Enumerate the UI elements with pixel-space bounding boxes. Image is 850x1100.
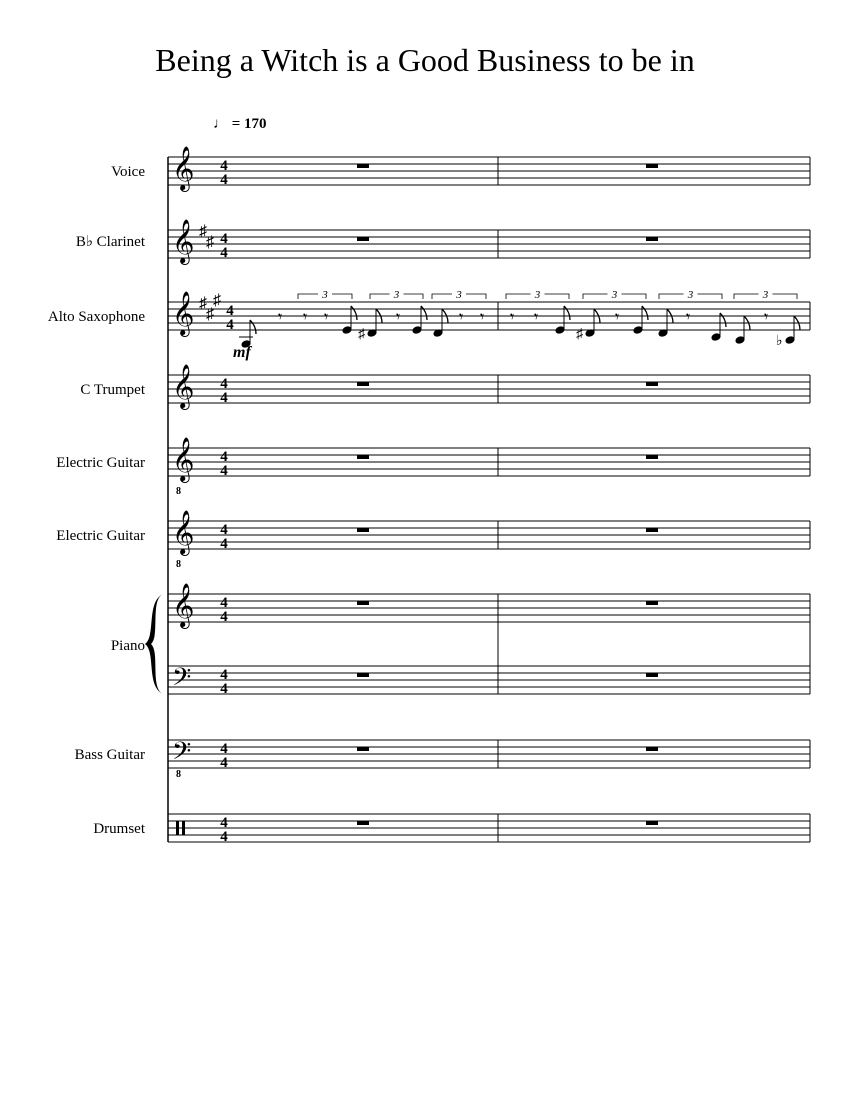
whole-rest — [357, 382, 369, 386]
svg-text:4: 4 — [220, 829, 228, 845]
eighth-rest-icon: 𝄾 — [480, 309, 485, 326]
tuplet-number: 3 — [534, 289, 541, 301]
tuplet-number: 3 — [322, 289, 328, 301]
whole-rest — [646, 528, 658, 532]
svg-text:4: 4 — [220, 449, 228, 465]
bass-clef-icon: 𝄢 — [172, 738, 192, 771]
instrument-label-clarinet: B♭ Clarinet — [75, 234, 145, 250]
instrument-label-bass: Bass Guitar — [74, 747, 145, 763]
note-head — [412, 326, 422, 335]
svg-text:4: 4 — [220, 390, 228, 406]
octave-mark: 8 — [176, 486, 181, 497]
tempo-value: = 170 — [231, 116, 267, 132]
whole-rests — [357, 164, 658, 825]
whole-rest — [646, 164, 658, 168]
whole-rest — [357, 455, 369, 459]
whole-rest — [357, 747, 369, 751]
svg-text:4: 4 — [220, 231, 228, 247]
whole-rest — [357, 673, 369, 677]
staff-piano-treble — [168, 594, 810, 622]
measure-barlines — [498, 157, 810, 842]
treble-clef-icon: 𝄞 — [172, 512, 195, 554]
note-flag — [421, 306, 427, 320]
sharp-icon: ♯ — [358, 327, 365, 342]
flat-icon: ♭ — [776, 334, 783, 349]
eighth-rest-icon: 𝄾 — [324, 309, 329, 326]
treble-clef-icon: 𝄞 — [172, 585, 195, 627]
instrument-label-drums: Drumset — [93, 821, 145, 837]
eighth-rest-icon: 𝄾 — [534, 309, 539, 326]
svg-text:4: 4 — [220, 522, 228, 538]
instrument-label-guitar-1: Electric Guitar — [56, 455, 145, 471]
sharp-icon: ♯ — [213, 292, 221, 309]
whole-rest — [357, 528, 369, 532]
svg-text:4: 4 — [226, 303, 234, 319]
svg-text:4: 4 — [220, 595, 228, 611]
whole-rest — [646, 821, 658, 825]
score-title: Being a Witch is a Good Business to be in — [155, 42, 695, 78]
octave-mark: 8 — [176, 769, 181, 780]
instrument-label-piano: Piano — [110, 638, 145, 654]
whole-rest — [646, 673, 658, 677]
svg-text:4: 4 — [220, 741, 228, 757]
staff-guitar-2 — [168, 521, 810, 549]
sharp-icon: ♯ — [206, 306, 214, 323]
tuplet-number: 3 — [456, 289, 462, 301]
staff-guitar-1 — [168, 448, 810, 476]
eighth-rest-icon: 𝄾 — [510, 309, 515, 326]
bass-clefs — [172, 664, 191, 771]
tuplet-number: 3 — [393, 289, 400, 301]
whole-rest — [646, 601, 658, 605]
instrument-label-guitar-2: Electric Guitar — [56, 528, 145, 544]
tuplet-number: 3 — [762, 289, 769, 301]
treble-clef-icon: 𝄞 — [172, 148, 195, 190]
svg-text:4: 4 — [220, 667, 228, 683]
dynamic-marking: mf — [233, 344, 251, 361]
staves — [168, 157, 810, 842]
eighth-rest-icon: 𝄾 — [764, 309, 769, 326]
alto-sax-notes — [239, 306, 800, 349]
eighth-rest-icon: 𝄾 — [459, 309, 464, 326]
svg-text:4: 4 — [220, 609, 228, 625]
whole-rest — [646, 382, 658, 386]
svg-text:4: 4 — [220, 815, 228, 831]
svg-text:4: 4 — [220, 463, 228, 479]
piano-brace — [145, 594, 163, 694]
svg-text:4: 4 — [220, 172, 228, 188]
whole-rest — [357, 821, 369, 825]
key-signatures — [199, 223, 221, 323]
svg-text:4: 4 — [220, 681, 228, 697]
staff-voice — [168, 157, 810, 185]
sharp-icon: ♯ — [206, 234, 214, 251]
whole-rest — [357, 164, 369, 168]
note-head — [555, 326, 565, 335]
staff-alto-sax — [168, 302, 810, 330]
note-head — [711, 333, 721, 342]
treble-clef-icon: 𝄞 — [172, 366, 195, 408]
note-flag — [250, 320, 256, 334]
whole-rest — [646, 747, 658, 751]
staff-piano-bass — [168, 666, 810, 694]
tuplet-number: 3 — [687, 289, 694, 301]
eighth-rest-icon: 𝄾 — [396, 309, 401, 326]
svg-text:4: 4 — [220, 376, 228, 392]
staff-bass-guitar — [168, 740, 810, 768]
instrument-label-alto-sax: Alto Saxophone — [47, 309, 145, 325]
staff-trumpet — [168, 375, 810, 403]
quarter-note-icon: ♩ — [213, 116, 228, 132]
clefs — [172, 147, 194, 629]
sharp-icon: ♯ — [576, 327, 583, 342]
tuplet-brackets — [298, 289, 797, 301]
treble-clef-icon: 𝄞 — [172, 293, 195, 335]
staff-clarinet — [168, 230, 810, 258]
note-flag — [351, 306, 357, 320]
octave-mark: 8 — [176, 559, 181, 570]
svg-text:4: 4 — [220, 536, 228, 552]
eighth-rest-icon: 𝄾 — [615, 309, 620, 326]
note-head — [785, 336, 795, 345]
time-signatures — [220, 158, 234, 845]
whole-rest — [357, 237, 369, 241]
whole-rest — [646, 455, 658, 459]
sharp-icon: ♯ — [199, 295, 207, 312]
svg-text:4: 4 — [220, 755, 228, 771]
treble-clef-icon: 𝄞 — [172, 221, 195, 263]
note-head — [633, 326, 643, 335]
bass-clef-icon: 𝄢 — [172, 664, 192, 697]
note-flag — [720, 313, 726, 327]
eighth-rest-icon: 𝄾 — [303, 309, 308, 326]
sharp-icon: ♯ — [199, 223, 207, 240]
instrument-label-voice: Voice — [111, 164, 145, 180]
svg-text:4: 4 — [220, 245, 228, 261]
svg-text:4: 4 — [220, 158, 228, 174]
staff-drums — [168, 814, 810, 842]
whole-rest — [646, 237, 658, 241]
note-flag — [564, 306, 570, 320]
instrument-label-trumpet: C Trumpet — [80, 382, 145, 398]
eighth-rest-icon: 𝄾 — [278, 309, 283, 326]
treble-clef-icon: 𝄞 — [172, 439, 195, 481]
whole-rest — [357, 601, 369, 605]
svg-text:4: 4 — [226, 317, 234, 333]
note-flag — [642, 306, 648, 320]
note-head — [735, 336, 745, 345]
note-head — [342, 326, 352, 335]
tuplet-number: 3 — [611, 289, 618, 301]
eighth-rest-icon: 𝄾 — [686, 309, 691, 326]
